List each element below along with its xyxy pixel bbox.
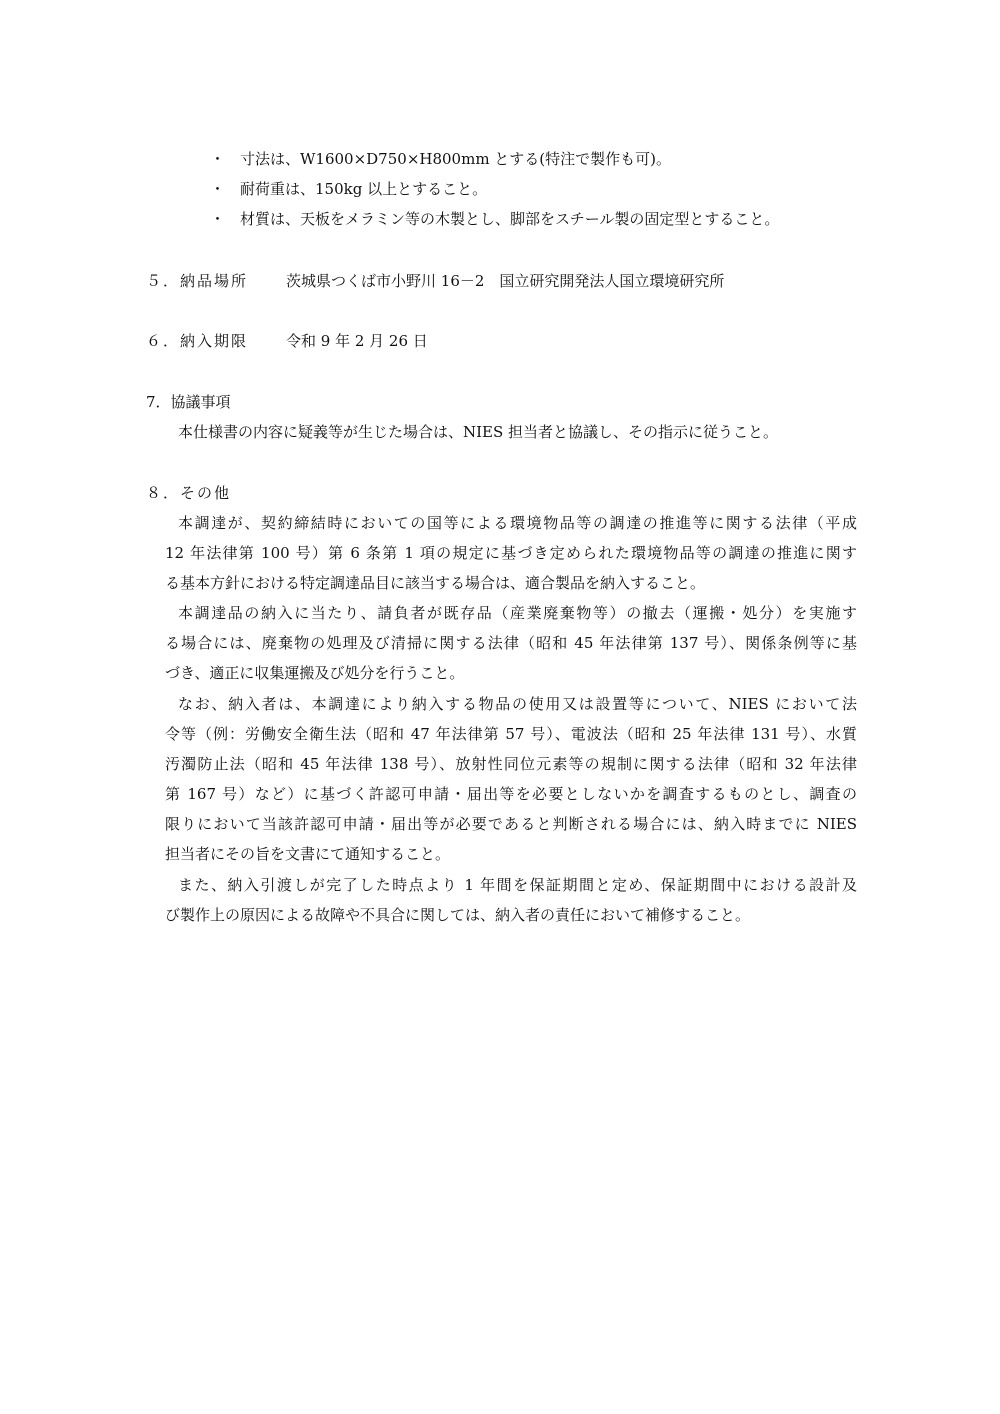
- bullet-marker: ・: [210, 180, 226, 198]
- section-8-line: なお、納入者は、本調達により納入する物品の使用又は設置等について、NIES において法: [178, 695, 857, 713]
- section-7-heading: 7．協議事項: [146, 393, 231, 411]
- bullet-marker: ・: [210, 210, 226, 228]
- section-8-line: 本調達品の納入に当たり、請負者が既存品（産業廃棄物等）の撤去（運搬・処分）を実施す: [178, 604, 857, 622]
- section-8-line: る場合には、廃棄物の処理及び清掃に関する法律（昭和 45 年法律第 137 号）、関係条例等に基: [165, 634, 857, 652]
- bullet-marker: ・: [210, 150, 226, 168]
- section-8-heading: ８．その他: [146, 484, 232, 502]
- section-5-heading: ５．納品場所: [146, 272, 249, 290]
- section-8-line: び製作上の原因による故障や不具合に関しては、納入者の責任において補修すること。: [165, 906, 751, 924]
- bullet-load-capacity: 耐荷重は、150kg 以上とすること。: [240, 180, 488, 198]
- section-8-line: づき、適正に収集運搬及び処分を行うこと。: [165, 664, 465, 682]
- section-6-heading: ６．納入期限: [146, 332, 249, 350]
- section-8-line: 汚濁防止法（昭和 45 年法律 138 号）、放射性同位元素等の規制に関する法律（昭和 32 年法律: [165, 755, 857, 773]
- section-8-line: また、納入引渡しが完了した時点より 1 年間を保証期間と定め、保証期間中における設計及: [178, 876, 857, 894]
- section-8-line: 担当者にその旨を文書にて通知すること。: [165, 845, 451, 863]
- section-8-line: 限りにおいて当該許認可申請・届出等が必要であると判断される場合には、納入時までに NIES: [165, 815, 857, 833]
- section-5-delivery-location: 茨城県つくば市小野川 16－2 国立研究開発法人国立環境研究所: [286, 272, 725, 290]
- section-6-delivery-deadline: 令和 9 年 2 月 26 日: [286, 332, 428, 350]
- section-8-line: 令等（例：労働安全衛生法（昭和 47 年法律第 57 号）、電波法（昭和 25 年法律 131 号）、水質: [165, 725, 857, 743]
- bullet-material: 材質は、天板をメラミン等の木製とし、脚部をスチール製の固定型とすること。: [240, 210, 780, 228]
- section-8-line: る基本方針における特定調達品目に該当する場合は、適合製品を納入すること。: [165, 574, 706, 592]
- section-8-line: 本調達が、契約締結時においての国等による環境物品等の調達の推進等に関する法律（平成: [178, 514, 857, 532]
- bullet-dimensions: 寸法は、W1600×D750×H800mm とする(特注で製作も可)。: [240, 150, 672, 168]
- section-7-body: 本仕様書の内容に疑義等が生じた場合は、NIES 担当者と協議し、その指示に従うこと。: [178, 423, 779, 441]
- section-8-line: 第 167 号）など）に基づく許認可申請・届出等を必要としないかを調査するものとし、調査の: [165, 785, 857, 803]
- section-8-line: 12 年法律第 100 号）第 6 条第 1 項の規定に基づき定められた環境物品等の調達の推進に関す: [165, 544, 857, 562]
